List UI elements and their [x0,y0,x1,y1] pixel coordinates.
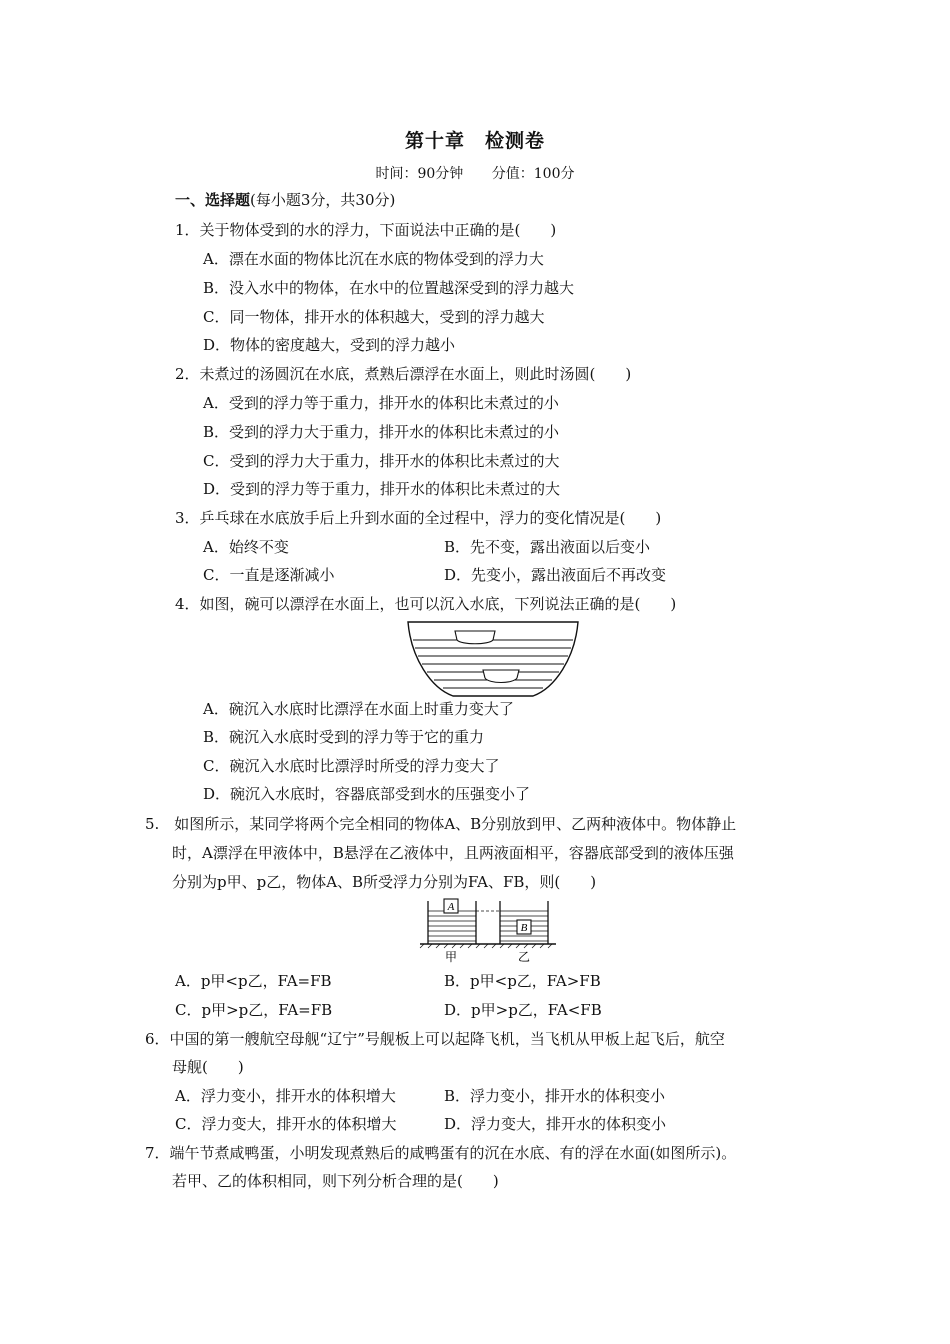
bowl-in-basin-figure [405,618,581,700]
page-title: 第十章 检测卷 [404,130,545,152]
sunk-bowl [483,670,519,683]
question-4-stem: 4．如图，碗可以漂浮在水面上，也可以沉入水底，下列说法正确的是( ) [175,595,677,613]
question-4-option-c[interactable]: C．碗沉入水底时比漂浮时所受的浮力变大了 [203,757,500,775]
label-yi: 乙 [517,950,531,964]
question-7-stem-line-1: 7．端午节煮咸鸭蛋，小明发现煮熟后的咸鸭蛋有的沉在水底、有的浮在水面(如图所示)。 [145,1144,737,1162]
question-2-stem: 2．未煮过的汤圆沉在水底，煮熟后漂浮在水面上，则此时汤圆( ) [175,365,632,383]
question-6-stem-line-2: 母舰( ) [172,1058,244,1076]
question-2-option-d[interactable]: D．受到的浮力等于重力，排开水的体积比未煮过的大 [203,480,561,498]
question-4-option-d[interactable]: D．碗沉入水底时，容器底部受到水的压强变小了 [203,785,531,803]
question-6-option-d[interactable]: D．浮力变大，排开水的体积变小 [444,1115,667,1133]
question-4-option-a[interactable]: A．碗沉入水底时比漂浮在水面上时重力变大了 [203,700,514,718]
question-3-option-c[interactable]: C．一直是逐渐减小 [203,566,335,584]
question-6-option-a[interactable]: A．浮力变小，排开水的体积增大 [175,1087,396,1105]
question-6-option-c[interactable]: C．浮力变大，排开水的体积增大 [175,1115,397,1133]
floating-bowl [455,631,495,644]
question-2-option-b[interactable]: B．受到的浮力大于重力，排开水的体积比未煮过的小 [203,423,560,441]
question-6-stem-line-1: 6．中国的第一艘航空母舰“辽宁”号舰板上可以起降飞机，当飞机从甲板上起飞后，航空 [145,1030,725,1048]
exam-time: 时间：90分钟 [375,166,464,182]
question-5-option-c[interactable]: C．p甲>p乙，FA=FB [175,1001,333,1019]
question-3-option-b[interactable]: B．先不变，露出液面以后变小 [444,538,651,556]
section-title: 一、选择题 [175,191,251,209]
question-3-option-a[interactable]: A．始终不变 [203,538,289,556]
question-1-option-d[interactable]: D．物体的密度越大，受到的浮力越小 [203,336,456,354]
block-b-label: B [520,922,528,934]
question-5-option-a[interactable]: A．p甲<p乙，FA=FB [175,972,332,990]
exam-score: 分值：100分 [491,166,575,182]
question-5-option-b[interactable]: B．p甲<p乙，FA>FB [444,972,601,990]
question-5-stem-line-2: 时，A漂浮在甲液体中，B悬浮在乙液体中，且两液面相平，容器底部受到的液体压强 [172,844,734,862]
question-3-stem: 3．乒乓球在水底放手后上升到水面的全过程中，浮力的变化情况是( ) [175,509,662,527]
question-2-option-a[interactable]: A．受到的浮力等于重力，排开水的体积比未煮过的小 [203,394,559,412]
section-heading [175,190,395,210]
section-note: (每小题3分，共30分) [250,191,396,209]
question-1-option-b[interactable]: B．没入水中的物体，在水中的位置越深受到的浮力越大 [203,279,575,297]
exam-meta [0,163,950,183]
question-6-option-b[interactable]: B．浮力变小，排开水的体积变小 [444,1087,666,1105]
two-containers-figure [418,893,558,965]
question-4-option-b[interactable]: B．碗沉入水底时受到的浮力等于它的重力 [203,728,485,746]
question-5-stem-line-3: 分别为p甲、p乙，物体A、B所受浮力分别为FA、FB，则( ) [172,873,597,891]
question-3-option-d[interactable]: D．先变小，露出液面后不再改变 [444,566,667,584]
question-5-option-d[interactable]: D．p甲>p乙，FA<FB [444,1001,602,1019]
question-1-option-a[interactable]: A．漂在水面的物体比沉在水底的物体受到的浮力大 [203,250,544,268]
question-5-stem-line-1: 5. 如图所示，某同学将两个完全相同的物体A、B分别放到甲、乙两种液体中。物体静止 [145,815,737,833]
question-1-stem: 1．关于物体受到的水的浮力，下面说法中正确的是( ) [175,221,557,239]
question-7-stem-line-2: 若甲、乙的体积相同，则下列分析合理的是( ) [172,1172,499,1190]
question-1-option-c[interactable]: C．同一物体，排开水的体积越大，受到的浮力越大 [203,308,545,326]
liquid-jia-lines [428,911,476,941]
block-a-label: A [447,901,455,913]
question-2-option-c[interactable]: C．受到的浮力大于重力，排开水的体积比未煮过的大 [203,452,560,470]
label-jia: 甲 [444,950,458,964]
